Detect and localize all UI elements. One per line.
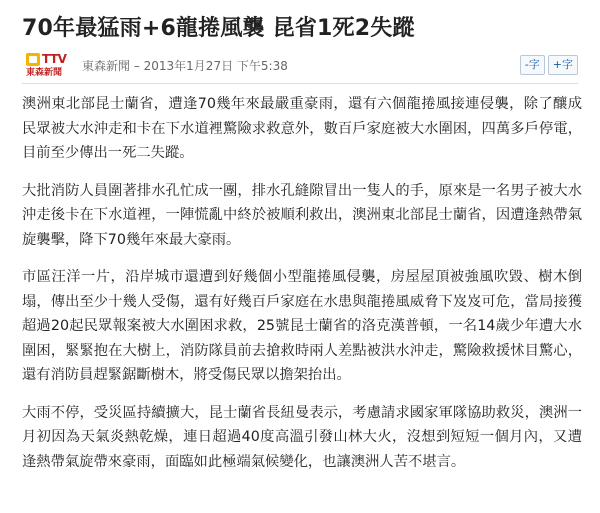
article-paragraph: 大批消防人員圍著排水孔忙成一團，排水孔縫隙冒出一隻人的手，原來是一名男子被大水沖走後卡在下水道裡，一陣慌亂中終於被順利救出，澳洲東北部昆士蘭省，因遭逢熱帶氣旋襲擊，降下70幾年來最大豪雨。 — [22, 182, 582, 248]
article-paragraph: 大雨不停，受災區持續擴大，昆士蘭省長紐曼表示，考慮請求國家軍隊協助救災，澳洲一月初因為天氣炎熱乾燥，連日超過40度高溫引發山林大火，沒想到短短一個月內，又遭逢熱帶氣旋帶來豪雨，面臨如此極端氣候變化，也讓澳洲人苦不堪言。 — [22, 404, 582, 470]
article-byline: 東森新聞 – 2013年1月27日 下午5:38 — [82, 59, 288, 73]
header-divider — [22, 83, 578, 84]
ettv-logo-mark-text: TTV — [42, 52, 67, 66]
article-paragraph: 市區汪洋一片，沿岸城市還遭到好幾個小型龍捲風侵襲，房屋屋頂被強風吹毀、樹木倒塌，傳出至少十幾人受傷，還有好幾百戶家庭在水患與龍捲風威脅下岌岌可危，當局接獲超過20起民眾報案被大水圍困求救，25號昆士蘭省的洛克漢普頓，一名14歲少年遭大水圍困，緊緊抱在大樹上，消防隊員前去搶救時兩人差點被洪水沖走，驚險救援怵目驚心，還有消防員趕緊鋸斷樹木，將受傷民眾以擔架抬出。 — [22, 269, 582, 383]
article-headline: 70年最猛雨+6龍捲風襲 昆省1死2失蹤 — [22, 16, 415, 41]
article-paragraph: 澳洲東北部昆士蘭省，遭逢70幾年來最嚴重豪雨，還有六個龍捲風接連侵襲，除了釀成民眾被大水沖走和卡在下水道裡驚險求救意外，數百戶家庭被大水圍困，四萬多戶停電，目前至少傳出一死二失蹤。 — [22, 96, 582, 161]
ettv-logo-sub-text: 東森新聞 — [26, 68, 63, 78]
increase-font-button[interactable]: +字 — [548, 55, 578, 75]
ettv-logo — [22, 52, 70, 80]
ettv-logo-icon — [26, 53, 40, 66]
decrease-font-button[interactable]: -字 — [520, 55, 545, 75]
article-body — [22, 92, 582, 487]
font-size-controls — [520, 55, 578, 75]
article-meta-bar — [22, 52, 578, 80]
